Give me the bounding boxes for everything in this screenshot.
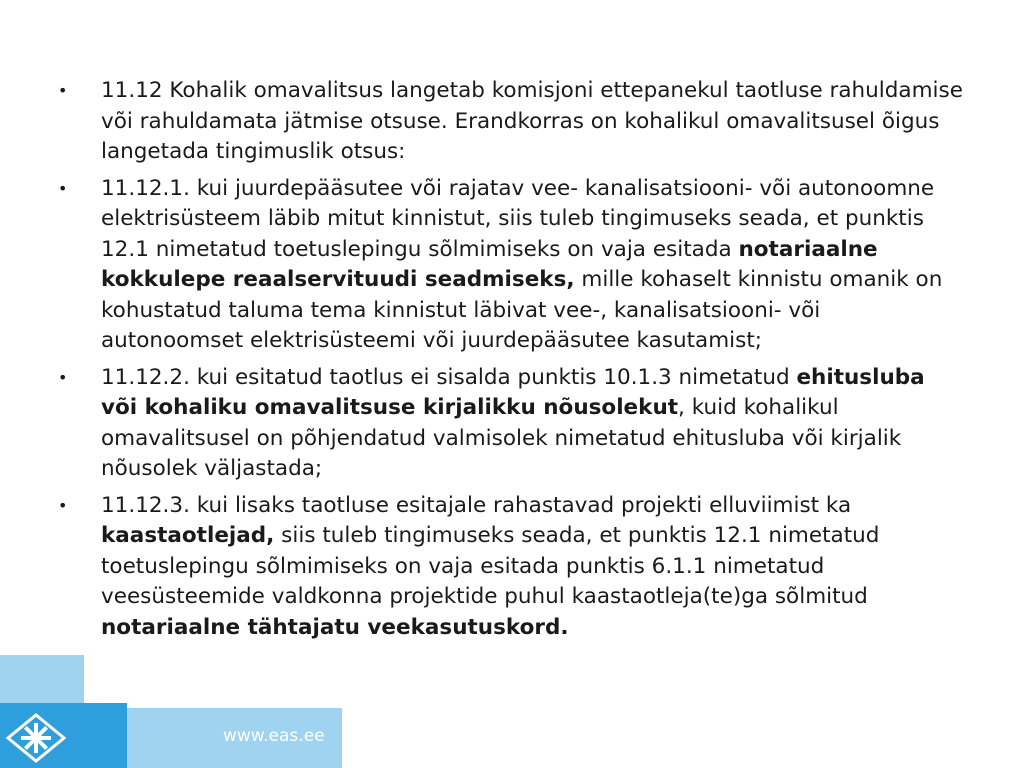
text-segment: 11.12.3. kui lisaks taotluse esitajale rahastavad projekti elluviimist ka (101, 492, 852, 518)
bullet-text (101, 493, 879, 640)
bullet-text (101, 176, 942, 354)
text-segment: siis tuleb tingimuseks seada, et punktis 12.1 nimetatud toetuslepingu sõlmimiseks on vaja esitada punktis 6.1.1 nimetatud veesüsteemide valdkonna projektide puhul kaastaotleja(te)ga sõlmitud (101, 523, 880, 609)
text-segment: mille kohaselt kinnistu omanik on kohustatud taluma tema kinnistut läbivat vee-, kanalisatsiooni- või autonoomset elektrisüsteemi või juurdepääsutee kasutamist; (101, 267, 943, 353)
bullet-marker: • (58, 178, 68, 198)
bold-text-segment: kaastaotlejad, (101, 523, 275, 548)
footer-url[interactable]: www.eas.ee (223, 726, 325, 746)
bullet-item (58, 174, 963, 357)
bullet-list (58, 76, 963, 649)
bullet-marker: • (58, 495, 68, 515)
snowflake-logo-icon (4, 713, 68, 763)
bullet-item (58, 363, 963, 485)
bold-text-segment: notariaalne tähtajatu veekasutuskord. (101, 614, 569, 640)
bullet-item (58, 491, 963, 644)
text-segment: , kuid kohalikul omavalitsusel on põhjendatud valmisolek nimetatud ehitusluba või kirjalik nõusolek väljastada; (101, 395, 902, 481)
bullet-text (101, 78, 963, 164)
text-segment: 11.12.2. kui esitatud taotlus ei sisalda punktis 10.1.3 nimetatud (101, 364, 797, 390)
bullet-marker: • (58, 81, 68, 100)
bullet-item (58, 76, 963, 168)
text-segment: 11.12.1. kui juurdepääsutee või rajatav vee- kanalisatsiooni- või autonoomne elektrisüsteem läbib mitut kinnistut, siis tuleb tingimuseks seada, et punktis 12.1 nimetatud toetuslepingu sõlmimiseks on vaja esitada (101, 175, 935, 262)
bold-text-segment: notariaalne kokkulepe reaalservituudi seadmiseks, (101, 236, 878, 292)
bullet-marker: • (58, 367, 68, 387)
logo-box (0, 703, 127, 768)
text-segment: 11.12 Kohalik omavalitsus langetab komisjoni ettepanekul taotluse rahuldamise või rahuldamata jätmise otsuse. Erandkorras on kohalikul omavalitsusel õigus langetada tingimuslik otsus: (101, 78, 963, 164)
bold-text-segment: ehitusluba või kohaliku omavalitsuse kirjalikku nõusolekut (101, 364, 925, 420)
bullet-text (101, 365, 925, 482)
